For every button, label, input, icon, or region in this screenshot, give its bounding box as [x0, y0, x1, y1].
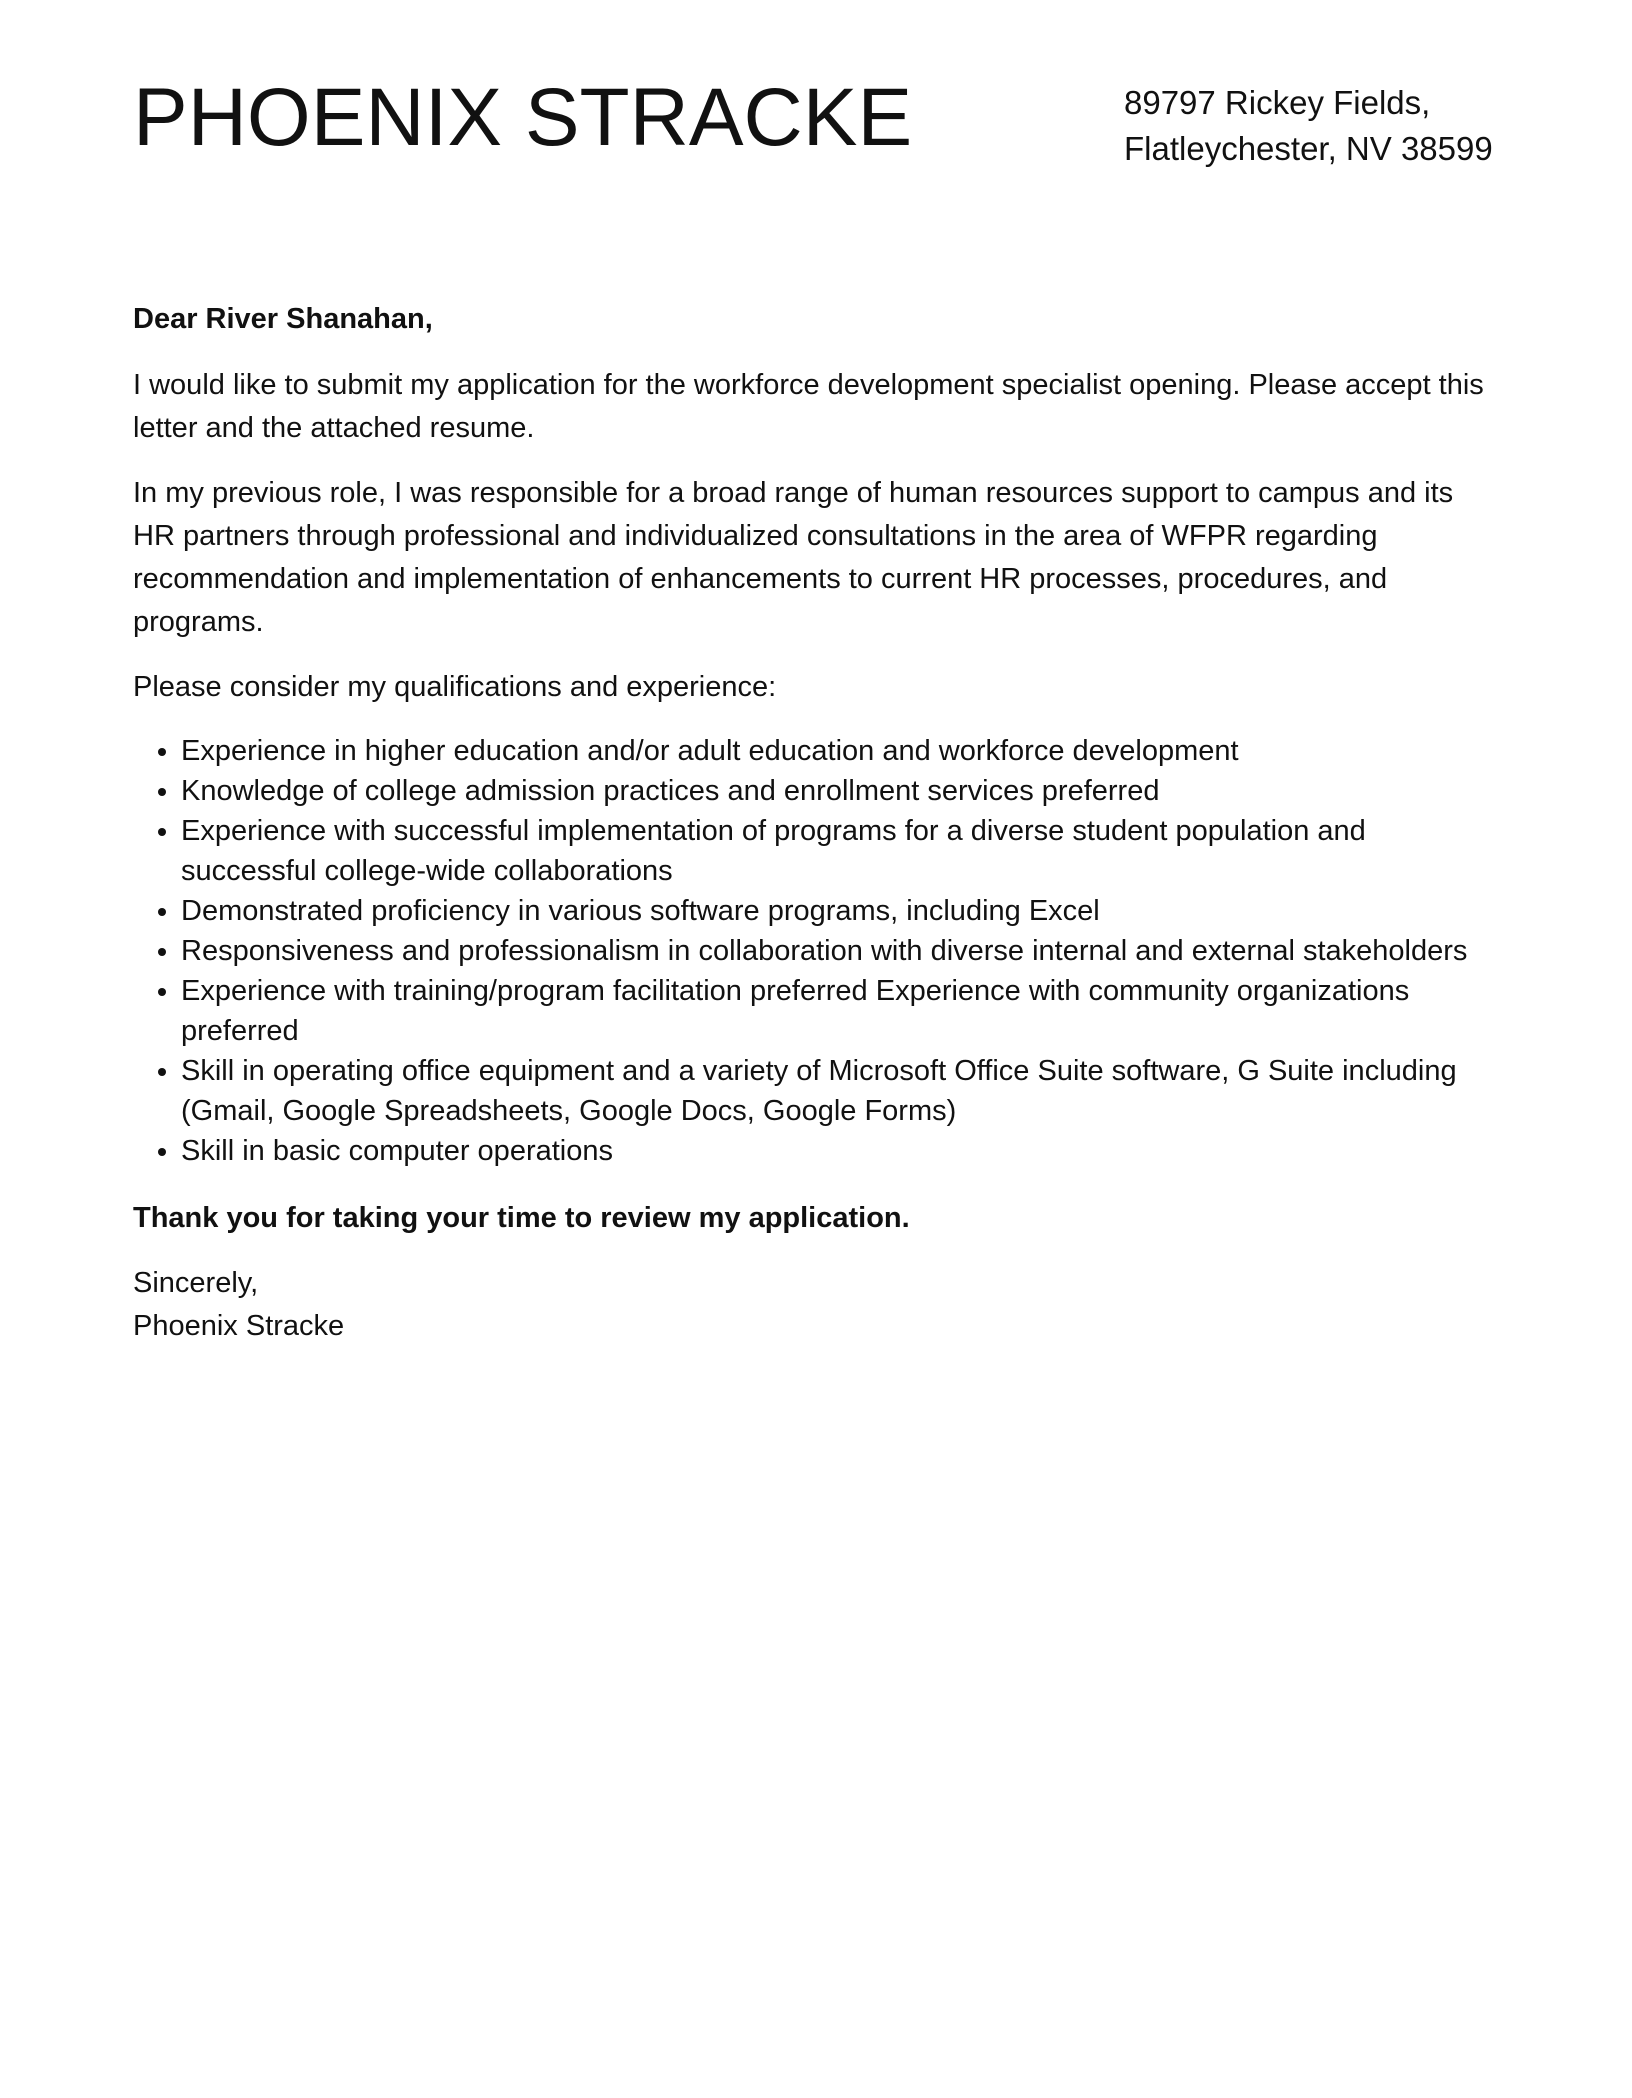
letter-body: [133, 298, 1503, 1348]
list-item: • Knowledge of college admission practices and enrollment services preferred: [181, 771, 1503, 811]
list-item: • Demonstrated proficiency in various software programs, including Excel: [181, 891, 1503, 931]
list-item: • Skill in basic computer operations: [181, 1131, 1503, 1171]
closing-line: Thank you for taking your time to review my application.: [133, 1202, 910, 1234]
qualifications-list: [133, 731, 1503, 1171]
list-item: • Experience with successful implementation of programs for a diverse student population and successful college-wide collaborations: [181, 811, 1503, 891]
list-item: • Responsiveness and professionalism in collaboration with diverse internal and external stakeholders: [181, 931, 1503, 971]
applicant-address: [1124, 80, 1493, 172]
signoff: Sincerely,: [133, 1267, 259, 1299]
list-item: • Skill in operating office equipment and a variety of Microsoft Office Suite software, G Suite including (Gmail, Google Spreadsheets, Google Docs, Google Forms): [181, 1051, 1503, 1131]
salutation: Dear River Shanahan,: [133, 303, 433, 335]
signature-name: Phoenix Stracke: [133, 1310, 345, 1342]
address-line-1: 89797 Rickey Fields,: [1124, 84, 1431, 121]
address-line-2: Flatleychester, NV 38599: [1124, 130, 1493, 167]
qualifications-intro: Please consider my qualifications and experience:: [133, 671, 777, 703]
applicant-name-heading: PHOENIX STRACKE: [133, 72, 913, 163]
list-item: • Experience with training/program facilitation preferred Experience with community organizations preferred: [181, 971, 1503, 1051]
experience-paragraph: In my previous role, I was responsible for a broad range of human resources support to campus and its HR partners through professional and individualized consultations in the area of WFPR regarding recommendation and implementation of enhancements to current HR processes, procedures, and programs.: [133, 477, 1454, 638]
intro-paragraph: I would like to submit my application for the workforce development specialist opening. Please accept this letter and the attached resume.: [133, 369, 1484, 444]
list-item: • Experience in higher education and/or adult education and workforce development: [181, 731, 1503, 771]
